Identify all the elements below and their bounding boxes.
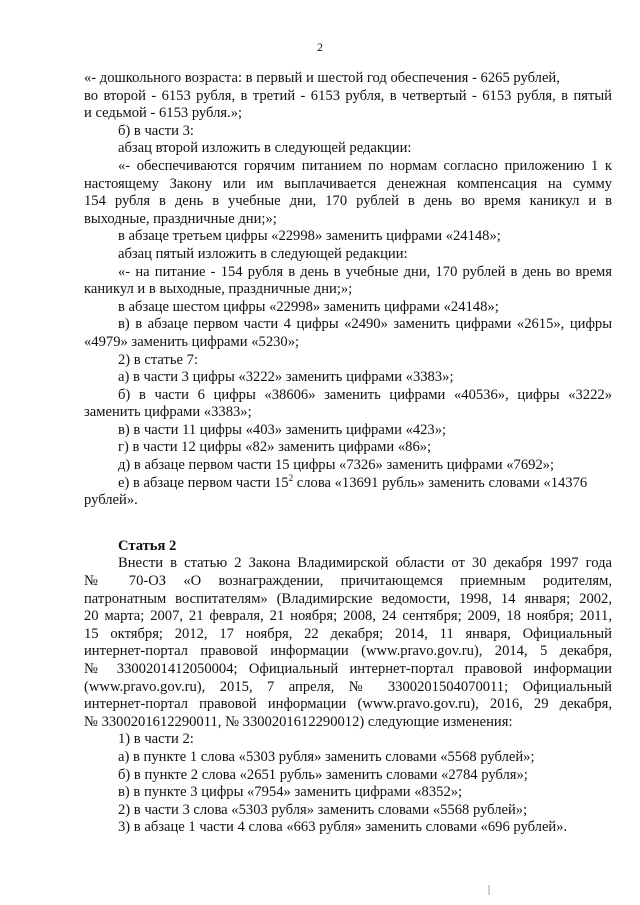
text-line: во второй - 6153 рубля, в третий - 6153 рубля, в четвертый - 6153 рубля, в пятый [84,87,612,104]
text-fragment: слова «13691 рубль» заменить словами «14376 [293,474,588,491]
text-line: заменить цифрами «3383»; [84,404,252,421]
page-number: 2 [317,40,323,54]
text-line: выходные, праздничные дни;»; [84,210,277,227]
text-line: а) в пункте 1 слова «5303 рубля» заменить словами «5568 рублей»; [118,748,535,765]
text-line: в) в пункте 3 цифры «7954» заменить цифрами «8352»; [118,784,463,801]
text-line: д) в абзаце первом части 15 цифры «7326» заменить цифрами «7692»; [118,457,555,474]
text-line: № 70-ОЗ «О вознаграждении, причитающемся приемным родителям, [84,573,612,590]
text-line: «- на питание - 154 рубля в день в учебные дни, 170 рублей в день во время [118,263,612,280]
text-line: в) в абзаце первом части 4 цифры «2490» заменить цифрами «2615», цифры [118,316,612,333]
text-line: каникул и в выходные, праздничные дни;»; [84,281,353,298]
text-line: рублей». [84,492,138,509]
text-line: 20 марта; 2007, 21 февраля, 21 ноября; 2008, 24 сентября; 2009, 18 ноября; 2011, [84,608,612,625]
section-spacer [84,510,612,538]
document-body [84,70,612,837]
text-line: № 3300201412050004; Официальный интернет-портал правовой информации [84,661,612,677]
text-line: в абзаце шестом цифры «22998» заменить цифрами «24148»; [118,298,499,315]
text-line: 1) в части 2: [118,731,194,748]
scan-artifact [488,885,490,895]
text-line: 15 октября; 2012, 17 ноября, 22 декабря; 2014, 11 января, Официальный [84,625,612,642]
text-line: интернет-портал правовой информации (www.pravo.gov.ru), 2014, 5 декабря, [84,643,612,660]
text-line: б) в пункте 2 слова «2651 рубль» заменить словами «2784 рубля»; [118,766,528,783]
text-line: в абзаце третьем цифры «22998» заменить цифрами «24148»; [118,228,501,245]
text-fragment: е) в абзаце первом части 15 [118,474,289,491]
text-line: а) в части 3 цифры «3222» заменить цифрами «3383»; [118,369,454,386]
text-line: 3) в абзаце 1 части 4 слова «663 рубля» заменить словами «696 рублей». [118,819,568,836]
text-line: б) в части 3: [118,122,194,139]
text-line: и седьмой - 6153 рубля.»; [84,105,243,122]
text-line: 2) в статье 7: [118,351,198,368]
text-line [84,472,612,493]
article-heading: Статья 2 [118,537,177,554]
text-line: б) в части 6 цифры «38606» заменить цифрами «40536», цифры «3222» [118,386,612,403]
text-line: (www.pravo.gov.ru), 2015, 7 апреля, № 3300201504070011; Официальный [84,678,612,695]
text-line: патронатным воспитателям» (Владимирские ведомости, 1998, 14 января; 2002, [84,590,612,607]
text-line: настоящему Закону или им выплачивается денежная компенсация на сумму [84,175,612,192]
text-line: 2) в части 3 слова «5303 рубля» заменить словами «5568 рублей»; [118,801,528,818]
text-line: в) в части 11 цифры «403» заменить цифрами «423»; [118,421,447,438]
text-line: г) в части 12 цифры «82» заменить цифрами «86»; [118,439,432,456]
text-line: Внести в статью 2 Закона Владимирской области от 30 декабря 1997 года [118,555,612,572]
text-line: «- обеспечиваются горячим питанием по нормам согласно приложению 1 к [118,157,612,174]
superscript: 2 [288,472,294,483]
text-line: интернет-портал правовой информации (www.pravo.gov.ru), 2016, 29 декабря, [84,696,612,713]
text-line: № 3300201612290011, № 3300201612290012) следующие изменения: [84,713,513,730]
text-line: «4979» заменить цифрами «5230»; [84,333,300,350]
text-line: абзац второй изложить в следующей редакции: [118,140,412,157]
text-line: «- дошкольного возраста: в первый и шестой год обеспечения - 6265 рублей, [84,70,560,86]
text-line: абзац пятый изложить в следующей редакции: [118,245,408,262]
text-line: 154 рубля в день в учебные дни, 170 рублей в день во время каникул и в [84,193,612,210]
